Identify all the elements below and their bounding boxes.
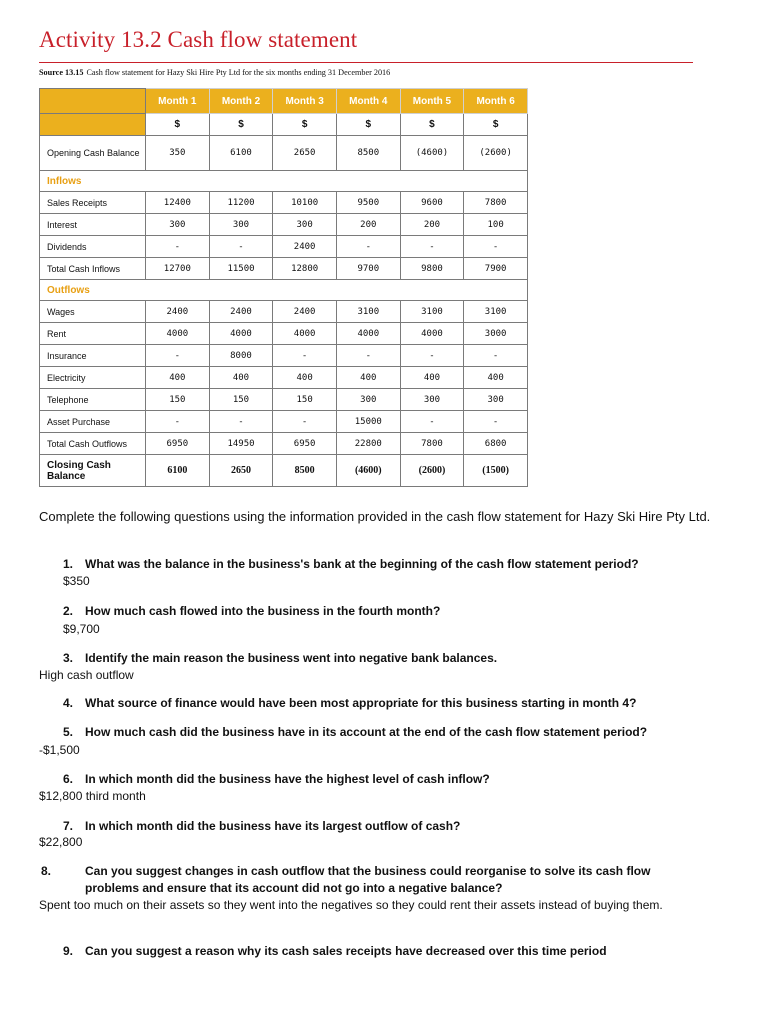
- value-cell: (2600): [464, 136, 528, 171]
- value-cell: 3000: [464, 323, 528, 345]
- value-cell: 400: [400, 367, 464, 389]
- row-label: Electricity: [40, 367, 146, 389]
- section-spacer: [464, 171, 528, 192]
- currency-row: [40, 114, 528, 136]
- value-cell: -: [336, 236, 400, 258]
- value-cell: 400: [273, 367, 337, 389]
- value-cell: 400: [146, 367, 210, 389]
- value-cell: 150: [146, 389, 210, 411]
- currency-cell: $: [336, 114, 400, 136]
- outflow-row: [40, 411, 528, 433]
- currency-cell: $: [400, 114, 464, 136]
- value-cell: 2650: [273, 136, 337, 171]
- outflow-row: [40, 301, 528, 323]
- value-cell: 6100: [209, 136, 273, 171]
- value-cell: -: [209, 236, 273, 258]
- question-9: [63, 943, 743, 960]
- row-label: Dividends: [40, 236, 146, 258]
- answer-2: $9,700: [63, 622, 100, 636]
- value-cell: 4000: [400, 323, 464, 345]
- header-corner-cell: [40, 89, 146, 114]
- closing-balance-row: [40, 455, 528, 487]
- value-cell: -: [209, 411, 273, 433]
- question-3: [63, 650, 743, 667]
- section-spacer: [336, 171, 400, 192]
- question-number: 5.: [63, 725, 74, 739]
- value-cell: 2400: [273, 236, 337, 258]
- question-text: In which month did the business have the highest level of cash inflow?: [85, 772, 490, 786]
- currency-cell: $: [146, 114, 210, 136]
- question-number: 4.: [63, 696, 74, 710]
- question-number: 3.: [63, 651, 74, 665]
- value-cell: 300: [336, 389, 400, 411]
- value-cell: 2400: [209, 301, 273, 323]
- currency-cell: $: [464, 114, 528, 136]
- question-6: [63, 771, 743, 788]
- value-cell: 300: [273, 214, 337, 236]
- question-text: What was the balance in the business's bank at the beginning of the cash flow statement period?: [85, 557, 639, 571]
- section-spacer: [209, 280, 273, 301]
- value-cell: (2600): [400, 455, 464, 487]
- question-5: [63, 724, 743, 741]
- value-cell: -: [336, 345, 400, 367]
- value-cell: 6800: [464, 433, 528, 455]
- question-2: [63, 603, 743, 620]
- month-header: Month 6: [464, 89, 528, 114]
- value-cell: (1500): [464, 455, 528, 487]
- question-1: [63, 556, 743, 573]
- opening-balance-row: [40, 136, 528, 171]
- value-cell: 200: [400, 214, 464, 236]
- value-cell: (4600): [336, 455, 400, 487]
- row-label: Telephone: [40, 389, 146, 411]
- outflows-section-row: [40, 280, 528, 301]
- section-spacer: [464, 280, 528, 301]
- answer-1: $350: [63, 574, 90, 588]
- question-number: 7.: [63, 819, 74, 833]
- value-cell: 300: [209, 214, 273, 236]
- question-number: 6.: [63, 772, 74, 786]
- inflows-section-row: [40, 171, 528, 192]
- inflow-row: [40, 214, 528, 236]
- row-label: Interest: [40, 214, 146, 236]
- outflow-row: [40, 345, 528, 367]
- month-header: Month 2: [209, 89, 273, 114]
- title-divider: [39, 62, 693, 63]
- section-title: Outflows: [40, 280, 146, 301]
- answer-8: Spent too much on their assets so they went into the negatives so they could rent their assets instead of buying them.: [39, 898, 663, 912]
- row-label: Total Cash Inflows: [40, 258, 146, 280]
- value-cell: 8500: [273, 455, 337, 487]
- row-label: Sales Receipts: [40, 192, 146, 214]
- month-header: Month 3: [273, 89, 337, 114]
- value-cell: 100: [464, 214, 528, 236]
- answer-7: $22,800: [39, 835, 83, 849]
- section-spacer: [209, 171, 273, 192]
- question-number: 9.: [63, 944, 74, 958]
- value-cell: 3100: [336, 301, 400, 323]
- value-cell: 12400: [146, 192, 210, 214]
- section-spacer: [146, 171, 210, 192]
- value-cell: -: [146, 411, 210, 433]
- source-caption: [39, 68, 390, 77]
- value-cell: 4000: [336, 323, 400, 345]
- question-number: 8.: [41, 864, 52, 878]
- value-cell: -: [273, 411, 337, 433]
- value-cell: 8500: [336, 136, 400, 171]
- question-text: Identify the main reason the business went into negative bank balances.: [85, 651, 498, 665]
- section-title: Inflows: [40, 171, 146, 192]
- value-cell: -: [464, 236, 528, 258]
- value-cell: 9700: [336, 258, 400, 280]
- value-cell: 6950: [146, 433, 210, 455]
- value-cell: -: [146, 345, 210, 367]
- question-8: [41, 863, 695, 897]
- value-cell: -: [464, 411, 528, 433]
- currency-corner-cell: [40, 114, 146, 136]
- month-header: Month 5: [400, 89, 464, 114]
- value-cell: -: [400, 411, 464, 433]
- value-cell: 350: [146, 136, 210, 171]
- currency-cell: $: [273, 114, 337, 136]
- question-4: [63, 695, 743, 712]
- source-text: Cash flow statement for Hazy Ski Hire Pty Ltd for the six months ending 31 December 2016: [86, 68, 391, 77]
- value-cell: 9600: [400, 192, 464, 214]
- month-header: Month 1: [146, 89, 210, 114]
- answer-5: -$1,500: [39, 743, 80, 757]
- answer-3: High cash outflow: [39, 668, 134, 682]
- header-row: [40, 89, 528, 114]
- value-cell: 12700: [146, 258, 210, 280]
- instructions-text: Complete the following questions using the information provided in the cash flow statement for Hazy Ski Hire Pty Ltd.: [39, 509, 711, 524]
- value-cell: 2400: [273, 301, 337, 323]
- currency-cell: $: [209, 114, 273, 136]
- question-text: How much cash flowed into the business in the fourth month?: [85, 604, 441, 618]
- source-label: Source 13.15: [39, 68, 84, 77]
- outflow-row: [40, 389, 528, 411]
- value-cell: -: [400, 236, 464, 258]
- section-spacer: [273, 171, 337, 192]
- value-cell: 10100: [273, 192, 337, 214]
- outflow-row: [40, 367, 528, 389]
- value-cell: 7800: [464, 192, 528, 214]
- answer-6: $12,800 third month: [39, 789, 146, 803]
- question-text: What source of finance would have been most appropriate for this business starting in month 4?: [85, 696, 637, 710]
- value-cell: 9800: [400, 258, 464, 280]
- value-cell: -: [146, 236, 210, 258]
- section-spacer: [146, 280, 210, 301]
- question-text: How much cash did the business have in its account at the end of the cash flow statement period?: [85, 725, 648, 739]
- value-cell: 400: [464, 367, 528, 389]
- value-cell: 11500: [209, 258, 273, 280]
- row-label: Insurance: [40, 345, 146, 367]
- question-text: In which month did the business have its largest outflow of cash?: [85, 819, 461, 833]
- question-text: Can you suggest changes in cash outflow that the business could reorganise to solve its cash flow problems and ensure that its account did not go into a negative balance?: [85, 864, 651, 895]
- value-cell: 11200: [209, 192, 273, 214]
- value-cell: 6100: [146, 455, 210, 487]
- value-cell: -: [464, 345, 528, 367]
- cash-flow-table: [39, 88, 528, 487]
- row-label: Closing Cash Balance: [40, 455, 146, 487]
- value-cell: -: [273, 345, 337, 367]
- question-number: 2.: [63, 604, 74, 618]
- question-7: [63, 818, 743, 835]
- outflow-row: [40, 323, 528, 345]
- row-label: Asset Purchase: [40, 411, 146, 433]
- value-cell: 400: [336, 367, 400, 389]
- value-cell: 2650: [209, 455, 273, 487]
- value-cell: 7800: [400, 433, 464, 455]
- value-cell: 150: [209, 389, 273, 411]
- question-text: Can you suggest a reason why its cash sales receipts have decreased over this time period: [85, 944, 607, 958]
- row-label: Opening Cash Balance: [40, 136, 146, 171]
- value-cell: 150: [273, 389, 337, 411]
- value-cell: 15000: [336, 411, 400, 433]
- row-label: Total Cash Outflows: [40, 433, 146, 455]
- row-label: Wages: [40, 301, 146, 323]
- value-cell: 6950: [273, 433, 337, 455]
- section-spacer: [400, 171, 464, 192]
- value-cell: 9500: [336, 192, 400, 214]
- value-cell: (4600): [400, 136, 464, 171]
- value-cell: 8000: [209, 345, 273, 367]
- question-number: 1.: [63, 557, 74, 571]
- value-cell: 3100: [464, 301, 528, 323]
- value-cell: 300: [464, 389, 528, 411]
- section-spacer: [336, 280, 400, 301]
- inflow-row: [40, 236, 528, 258]
- value-cell: 14950: [209, 433, 273, 455]
- value-cell: 400: [209, 367, 273, 389]
- section-spacer: [400, 280, 464, 301]
- value-cell: 300: [146, 214, 210, 236]
- value-cell: 12800: [273, 258, 337, 280]
- value-cell: 22800: [336, 433, 400, 455]
- value-cell: 3100: [400, 301, 464, 323]
- value-cell: 2400: [146, 301, 210, 323]
- inflow-row: [40, 192, 528, 214]
- row-label: Rent: [40, 323, 146, 345]
- value-cell: 300: [400, 389, 464, 411]
- value-cell: 4000: [209, 323, 273, 345]
- value-cell: -: [400, 345, 464, 367]
- value-cell: 200: [336, 214, 400, 236]
- month-header: Month 4: [336, 89, 400, 114]
- section-spacer: [273, 280, 337, 301]
- value-cell: 7900: [464, 258, 528, 280]
- value-cell: 4000: [273, 323, 337, 345]
- page-title: Activity 13.2 Cash flow statement: [39, 27, 358, 52]
- outflow-row: [40, 433, 528, 455]
- value-cell: 4000: [146, 323, 210, 345]
- inflow-row: [40, 258, 528, 280]
